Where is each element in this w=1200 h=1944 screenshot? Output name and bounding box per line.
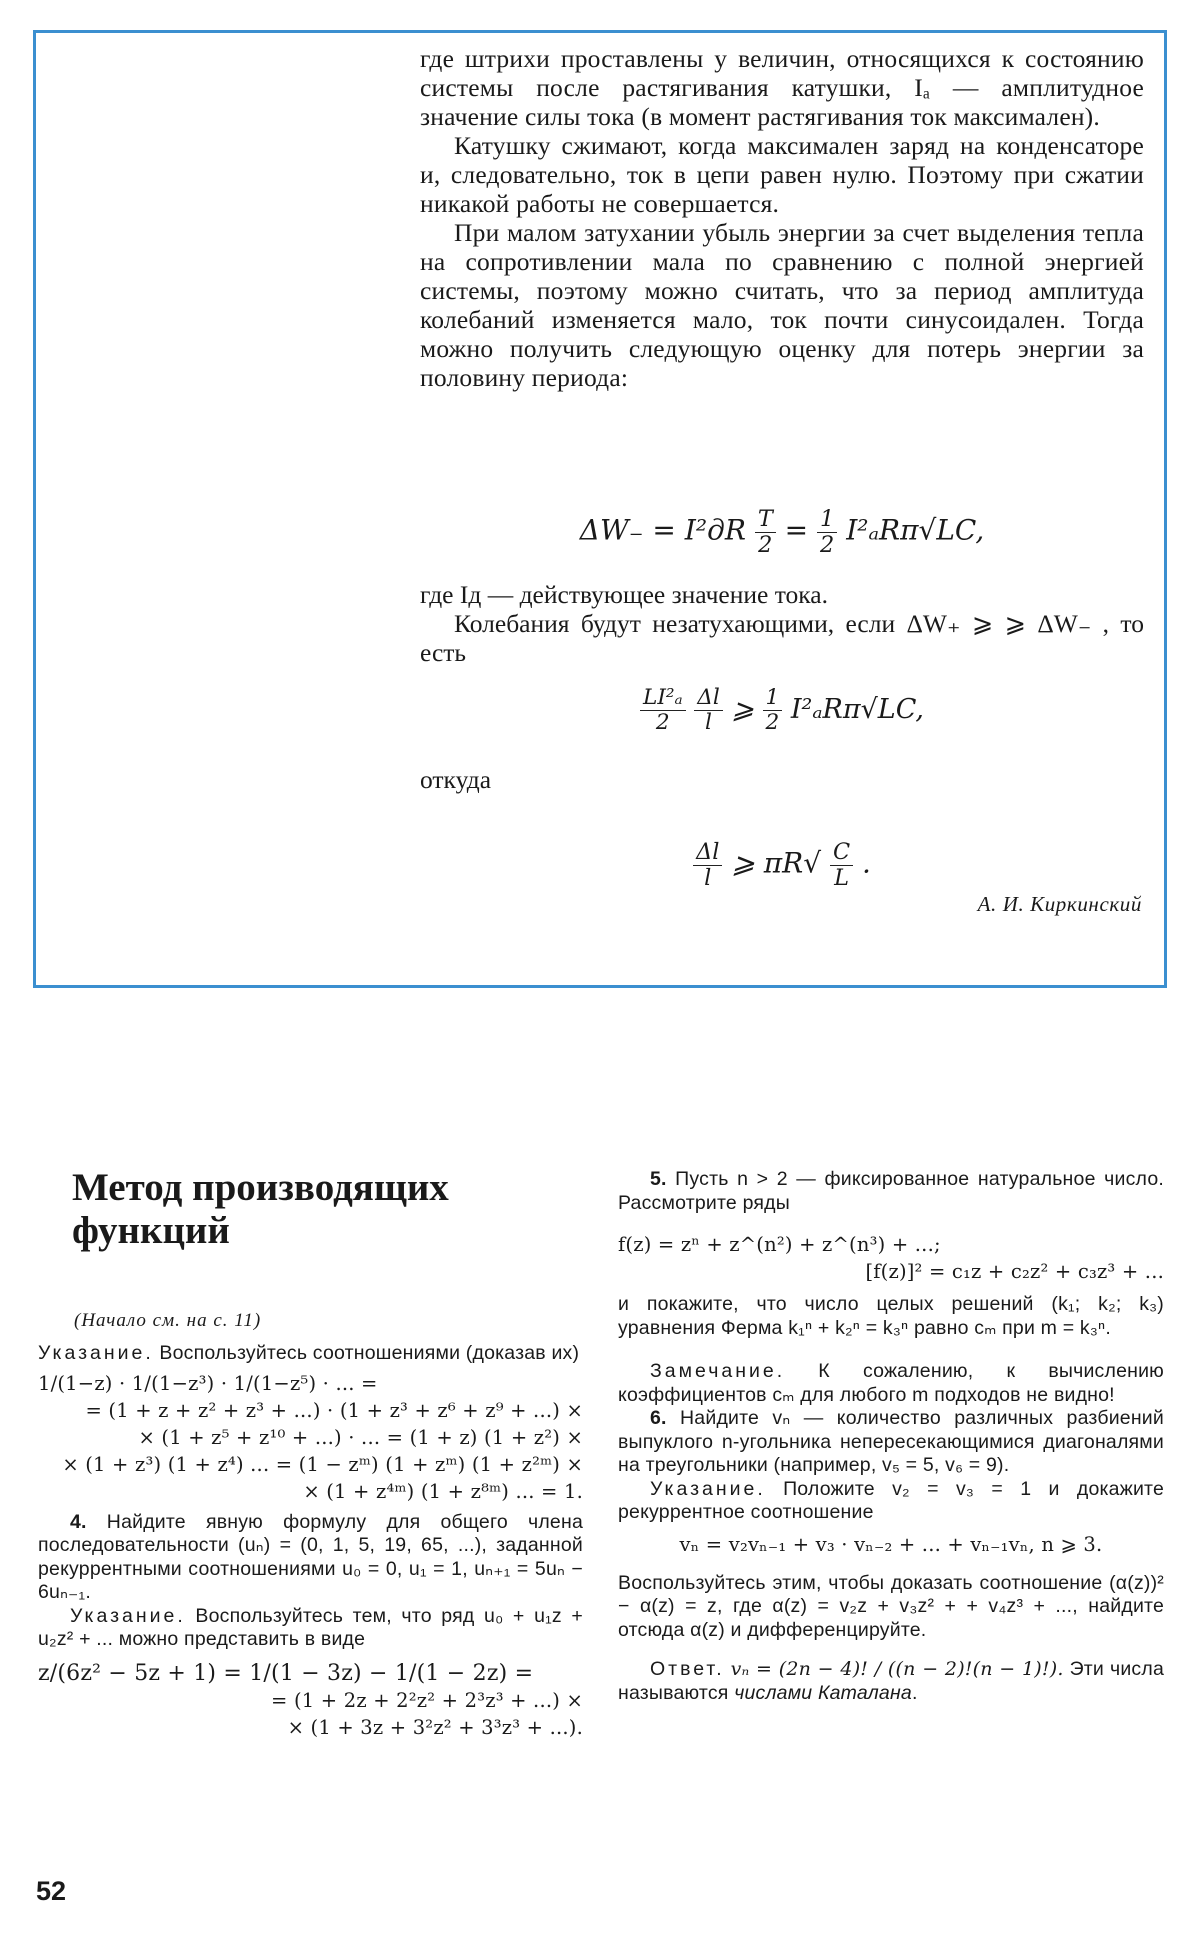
word-otkuda: откуда: [420, 765, 492, 794]
box-after-formula1: где Iд — действующее значение тока.: [420, 580, 828, 609]
box-text: [420, 44, 1144, 392]
problem-5-text-2: и покажите, что число целых решений (k₁; k₂; k₃) уравнения Ферма k₁ⁿ + k₂ⁿ = k₃ⁿ равно cₘ при m = k₃ⁿ.: [618, 1293, 1164, 1339]
formula1-fraction-2: $\frac{1}{2}$: [817, 507, 837, 557]
article-title: Метод производящих функций: [72, 1166, 449, 1252]
problem-4-number: 4.: [70, 1510, 87, 1533]
equation-3: f(z) = zⁿ + z^(n²) + z^(n³) + ...; [f(z)]² = c₁z + c₂z² + c₃z³ + ...: [618, 1233, 1164, 1283]
right-column: 5. Пусть n > 2 — фиксированное натуральное число. Рассмотрите ряды f(z) = zⁿ + z^(n²) + z^(n³) + ...; [f(z)]² = c₁z + c₂z² + c₃z³ + ... и покажите, что число целых решений (k₁; k₂; k₃) уравнения Ферма k₁ⁿ + k₂ⁿ = k₃ⁿ равно cₘ при m = k₃ⁿ. Замечание. К сожалению, к вычислению коэффициентов cₘ для любого m подходов не видно! 6. Найдите vₙ — количество различных разбиений выпуклого n-угольника непересекающимися диагоналями на треугольники (например, v₅ = 5, v₆ = 9). Указание. Положите v₂ = v₃ = 1 и докажите рекуррентное соотношение vₙ = v₂vₙ₋₁ + v₃ · vₙ₋₂ + ... + vₙ₋₁vₙ, n ⩾ 3. Воспользуйтесь этим, чтобы доказать соотношение (α(z))² − α(z) = z, где α(z) = v₂z + v₃z² + + v₄z³ + ..., найдите отсюда α(z) и дифференцируйте. Ответ. vₙ = (2n − 4)! / ((n − 2)!(n − 1)!). Эти числа называются числами Каталана.: [618, 1168, 1165, 1704]
formula1-fraction: $\frac{T}{2}$: [755, 507, 776, 557]
formula-condition: $\frac{\text{LI²ₐ}}{2}$ $\frac{\Delta l}{l}$ ⩾ $\frac{1}{2}$ I²ₐRπ√LC,: [420, 686, 1144, 735]
problem-6-text: Найдите vₙ — количество различных разбиений выпуклого n-угольника непересекающимися диагоналями на треугольники (например, v₅ = 5, v₆ = 9).: [618, 1407, 1164, 1476]
author-signature: А. И. Киркинский: [977, 892, 1142, 916]
answer-formula: vₙ = (2n − 4)! / ((n − 2)!(n − 1)!).: [730, 1658, 1064, 1680]
remark-label: Замечание.: [650, 1360, 786, 1382]
box-paragraph-3: При малом затухании убыль энергии за счет выделения тепла на сопротивлении мала по сравнению с полной энергией системы, поэтому можно считать, что за период амплитуда колебаний изменяется мало, ток почти синусоидален. Тогда можно получить следующую оценку для потерь энергии за половину периода:: [420, 218, 1144, 392]
equation-2: z/(6z² − 5z + 1) = 1/(1 − 3z) − 1/(1 − 2z) = = (1 + 2z + 2²z² + 2³z³ + ...) × × (1 + 3z + 3²z² + 3³z³ + ...).: [38, 1660, 583, 1739]
problem-5-number: 5.: [650, 1168, 667, 1190]
problem-4-text: Найдите явную формулу для общего члена последовательности (uₙ) = (0, 1, 5, 19, 65, ...), заданной рекуррентными соотношениями u₀ = 0, u₁ = 1, uₙ₊₁ = 5uₙ − 6uₙ₋₁.: [38, 1510, 583, 1603]
box-paragraph-1: где штрихи проставлены у величин, относящихся к состоянию системы после растягивания катушки, Iₐ — амплитудное значение силы тока (в момент растягивания ток максимален).: [420, 44, 1144, 131]
box-paragraph-2: Катушку сжимают, когда максимален заряд на конденсаторе и, следовательно, ток в цепи равен нулю. Поэтому при сжатии никакой работы не совершается.: [420, 131, 1144, 218]
formula-result: $\frac{\Delta l}{l}$ ⩾ πR√ $\frac{C}{L}$ .: [420, 840, 1144, 890]
answer-label: Ответ.: [650, 1658, 725, 1680]
box-text-2: [420, 580, 1144, 667]
formula1-right: I²ₐRπ√LC,: [846, 513, 985, 547]
problem-6-text-2: Воспользуйтесь этим, чтобы доказать соотношение (α(z))² − α(z) = z, где α(z) = v₂z + v₃z² + + v₄z³ + ..., найдите отсюда α(z) и дифференцируйте.: [618, 1571, 1164, 1641]
hint1-label: Указание.: [38, 1342, 154, 1364]
equation-4: vₙ = v₂vₙ₋₁ + v₃ · vₙ₋₂ + ... + vₙ₋₁vₙ, n ⩾ 3.: [679, 1532, 1103, 1556]
hint2-label: Указание.: [70, 1604, 186, 1627]
formula-energy-loss: ΔW₋ = I²дR $\frac{T}{2}$ = $\frac{1}{2}$ I²ₐRπ√LC,: [579, 506, 985, 558]
problem-5-text: Пусть n > 2 — фиксированное натуральное число. Рассмотрите ряды: [618, 1168, 1164, 1214]
page-number: 52: [36, 1876, 67, 1906]
left-column: Указание. Воспользуйтесь соотношениями (доказав их) 1/(1−z) · 1/(1−z³) · 1/(1−z⁵) · ... = = (1 + z + z² + z³ + ...) · (1 + z³ + z⁶ + z⁹ + ...) × × (1 + z⁵ + z¹⁰ + ...) · ... = (1 + z) (1 + z²) × × (1 + z³) (1 + z⁴) ... = (1 − zᵐ) (1 + zᵐ) (1 + z²ᵐ) × × (1 + z⁴ᵐ) (1 + z⁸ᵐ) ... = 1. 4. Найдите явную формулу для общего члена последовательности (uₙ) = (0, 1, 5, 19, 65, ...), заданной рекуррентными соотношениями u₀ = 0, u₁ = 1, uₙ₊₁ = 5uₙ − 6uₙ₋₁. Указание. Воспользуйтесь тем, что ряд u₀ + u₁z + u₂z² + ... можно представить в виде z/(6z² − 5z + 1) = 1/(1 − 3z) − 1/(1 − 2z) = = (1 + 2z + 2²z² + 2³z³ + ...) × × (1 + 3z + 3²z² + 3³z³ + ...).: [38, 1342, 583, 1739]
equation-1: 1/(1−z) · 1/(1−z³) · 1/(1−z⁵) · ... = = (1 + z + z² + z³ + ...) · (1 + z³ + z⁶ + z⁹ + ...) × × (1 + z⁵ + z¹⁰ + ...) · ... = (1 + z) (1 + z²) × × (1 + z³) (1 + z⁴) ... = (1 − zᵐ) (1 + zᵐ) (1 + z²ᵐ) × × (1 + z⁴ᵐ) (1 + z⁸ᵐ) ... = 1.: [38, 1371, 583, 1503]
hint3-label: Указание.: [650, 1477, 766, 1500]
problem-6-number: 6.: [650, 1407, 667, 1429]
formula1-left: ΔW₋ = I²дR: [579, 513, 746, 547]
continued-note: (Начало см. на с. 11): [74, 1310, 262, 1331]
box-paragraph-4: Колебания будут незатухающими, если ΔW₊ ⩾ ⩾ ΔW₋ , то есть: [420, 609, 1144, 667]
